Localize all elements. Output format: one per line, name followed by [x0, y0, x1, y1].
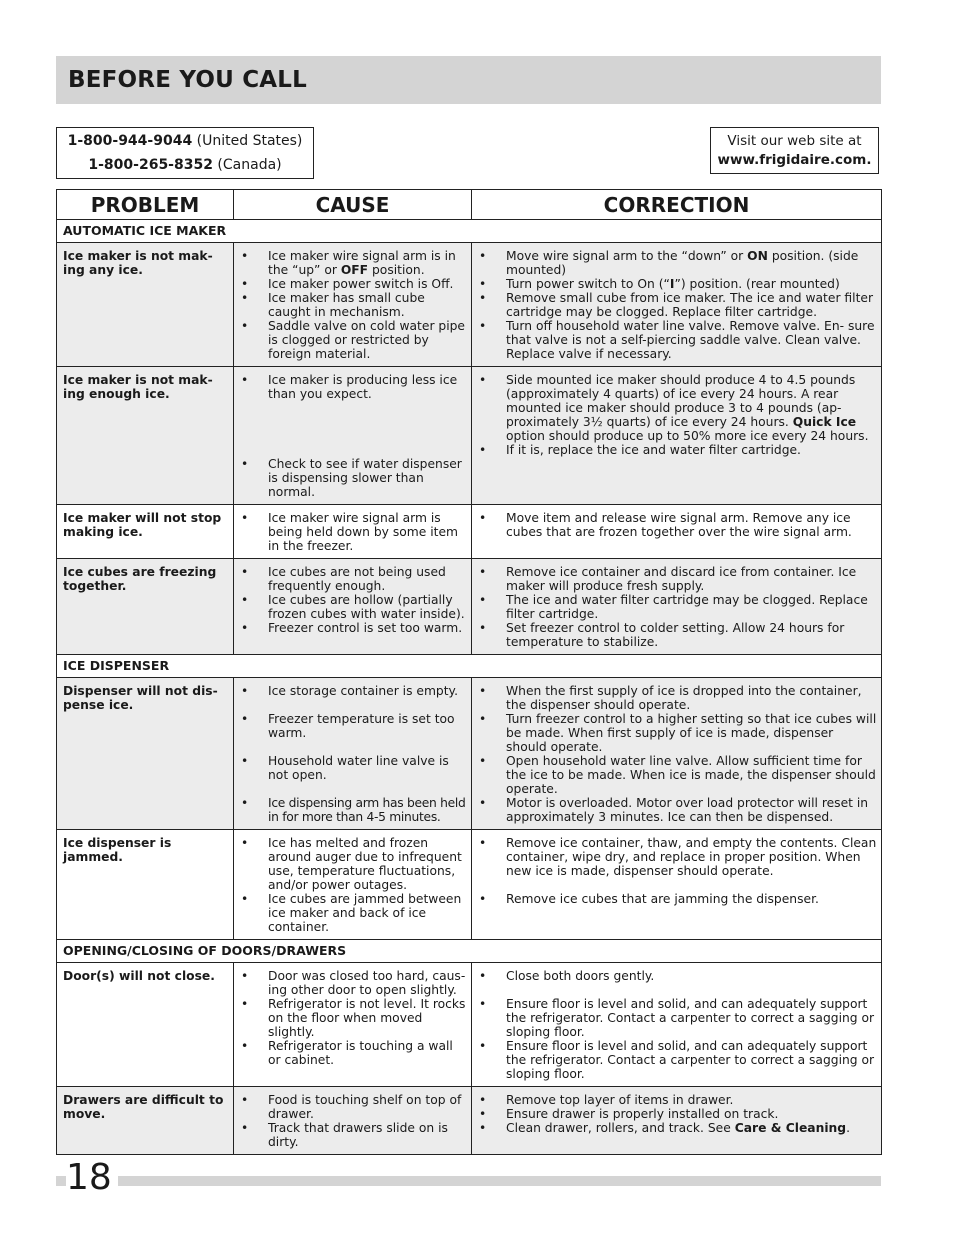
section-title: ICE DISPENSER — [57, 655, 882, 678]
problem-cell: Door(s) will not close. — [57, 963, 234, 1087]
correction-item: • Open household water line valve. Allow sufficient time for the ice to be made. When ice is made, the dispenser should operate. — [476, 754, 877, 796]
correction-item: • Remove ice container and discard ice from container. Ice maker will produce fresh supply. — [476, 565, 877, 593]
section-row — [57, 220, 882, 243]
cause-item: • Ice dispensing arm has been held in for more than 4-5 minutes. — [238, 796, 467, 824]
correction-cell — [472, 367, 882, 505]
problem-cell: Dispenser will not dis- pense ice. — [57, 678, 234, 830]
table-row — [57, 830, 882, 940]
correction-item: • Move wire signal arm to the “down” or ON position. (side mounted) — [476, 249, 877, 277]
cause-item: • Household water line valve is not open. — [238, 754, 467, 782]
problem-cell: Ice maker is not mak- ing enough ice. — [57, 367, 234, 505]
problem-cell: Drawers are difficult to move. — [57, 1087, 234, 1155]
cause-item: • Refrigerator is touching a wall or cabinet. — [238, 1039, 467, 1067]
correction-item: • Remove top layer of items in drawer. — [476, 1093, 877, 1107]
section-title: OPENING/CLOSING OF DOORS/DRAWERS — [57, 940, 882, 963]
correction-cell — [472, 678, 882, 830]
cause-item: • Saddle valve on cold water pipe is clogged or restricted by foreign material. — [238, 319, 467, 361]
phone-us-label: (United States) — [196, 133, 303, 149]
cause-item: • Ice maker wire signal arm is in the “up” or OFF position. — [238, 249, 467, 277]
title-bar — [56, 56, 881, 104]
footer-bar — [56, 1176, 881, 1186]
correction-item: • Motor is overloaded. Motor over load protector will reset in approximately 3 minutes. Ice can then be dispensed. — [476, 796, 877, 824]
table-row — [57, 963, 882, 1087]
cause-item: • Freezer temperature is set too warm. — [238, 712, 467, 740]
cause-item: • Ice cubes are hollow (partially frozen cubes with water inside). — [238, 593, 467, 621]
cause-item: • Ice maker has small cube caught in mechanism. — [238, 291, 467, 319]
table-row — [57, 678, 882, 830]
correction-item: • Remove small cube from ice maker. The ice and water filter cartridge may be clogged. Replace filter cartridge. — [476, 291, 877, 319]
problem-cell: Ice cubes are freezing together. — [57, 559, 234, 655]
correction-item: • Move item and release wire signal arm. Remove any ice cubes that are frozen together over the wire signal arm. — [476, 511, 877, 539]
correction-item: • Close both doors gently. — [476, 969, 877, 983]
correction-item: • Turn power switch to On (“I”) position. (rear mounted) — [476, 277, 877, 291]
correction-item: • Set freezer control to colder setting. Allow 24 hours for temperature to stabilize. — [476, 621, 877, 649]
correction-item: • If it is, replace the ice and water filter cartridge. — [476, 443, 877, 457]
cause-item: • Food is touching shelf on top of drawer. — [238, 1093, 467, 1121]
website-url[interactable]: www.frigidaire.com. — [717, 151, 872, 168]
cause-item: • Ice storage container is empty. — [238, 684, 467, 698]
cause-item: • Door was closed too hard, caus- ing other door to open slightly. — [238, 969, 467, 997]
cause-cell — [234, 505, 472, 559]
cause-cell — [234, 1087, 472, 1155]
cause-item: • Ice has melted and frozen around auger due to infrequent use, temperature fluctuations, and/or power outages. — [238, 836, 467, 892]
phone-ca-label: (Canada) — [217, 157, 282, 173]
website-box — [710, 127, 879, 174]
correction-cell — [472, 243, 882, 367]
cause-cell — [234, 243, 472, 367]
correction-item: • The ice and water filter cartridge may be clogged. Replace filter cartridge. — [476, 593, 877, 621]
cause-cell — [234, 559, 472, 655]
correction-item: • Clean drawer, rollers, and track. See Care & Cleaning. — [476, 1121, 877, 1135]
cause-item: • Ice cubes are not being used frequently enough. — [238, 565, 467, 593]
problem-cell: Ice maker is not mak- ing any ice. — [57, 243, 234, 367]
cause-item: • Ice maker is producing less ice than you expect. — [238, 373, 467, 401]
correction-item: • Ensure floor is level and solid, and can adequately support the refrigerator. Contact a carpenter to correct a sagging or sloping floor. — [476, 1039, 877, 1081]
table-row — [57, 559, 882, 655]
cause-cell — [234, 367, 472, 505]
cause-column-header: CAUSE — [234, 190, 472, 220]
phone-us-line — [68, 129, 303, 153]
cause-item: • Check to see if water dispenser is dispensing slower than normal. — [238, 457, 467, 499]
table-row — [57, 505, 882, 559]
problem-column-header: PROBLEM — [57, 190, 234, 220]
correction-cell — [472, 505, 882, 559]
cause-cell — [234, 963, 472, 1087]
section-row — [57, 940, 882, 963]
phone-us: 1-800-944-9044 — [67, 133, 193, 149]
section-row — [57, 655, 882, 678]
cause-item: • Freezer control is set too warm. — [238, 621, 467, 635]
page-title: BEFORE YOU CALL — [68, 67, 307, 93]
cause-item: • Ice cubes are jammed between ice maker and back of ice container. — [238, 892, 467, 934]
website-intro: Visit our web site at — [727, 132, 862, 149]
cause-item: • Refrigerator is not level. It rocks on the floor when moved slightly. — [238, 997, 467, 1039]
correction-item: • Ensure floor is level and solid, and can adequately support the refrigerator. Contact a carpenter to correct a sagging or sloping floor. — [476, 997, 877, 1039]
correction-cell — [472, 1087, 882, 1155]
problem-cell: Ice dispenser is jammed. — [57, 830, 234, 940]
table-row — [57, 367, 882, 505]
phone-numbers-box — [56, 127, 314, 179]
correction-cell — [472, 830, 882, 940]
section-title: AUTOMATIC ICE MAKER — [57, 220, 882, 243]
correction-item: • Side mounted ice maker should produce 4 to 4.5 pounds (approximately 4 quarts) of ice every 24 hours. A rear mounted ice maker should produce 3 to 4 pounds (ap- proximately 3½ quarts) of ice every 24 hours. Quick Ice option should produce up to 50% more ice every 24 hours. — [476, 373, 877, 443]
page-number: 18 — [66, 1158, 118, 1198]
correction-item: • Ensure drawer is properly installed on track. — [476, 1107, 877, 1121]
cause-cell — [234, 678, 472, 830]
table-row — [57, 1087, 882, 1155]
correction-item: • Remove ice cubes that are jamming the dispenser. — [476, 892, 877, 906]
table-header-row — [57, 190, 882, 220]
cause-item: • Track that drawers slide on is dirty. — [238, 1121, 467, 1149]
correction-item: • Turn freezer control to a higher setting so that ice cubes will be made. When first supply of ice is made, dispenser should operate. — [476, 712, 877, 754]
table-row — [57, 243, 882, 367]
cause-item: • Ice maker wire signal arm is being held down by some item in the freezer. — [238, 511, 467, 553]
cause-item: • Ice maker power switch is Off. — [238, 277, 467, 291]
correction-cell — [472, 963, 882, 1087]
correction-item: • Turn off household water line valve. Remove valve. En- sure that valve is not a self-piercing saddle valve. Clean valve. Replace valve if necessary. — [476, 319, 877, 361]
cause-cell — [234, 830, 472, 940]
problem-cell: Ice maker will not stop making ice. — [57, 505, 234, 559]
phone-ca: 1-800-265-8352 — [88, 157, 213, 173]
correction-column-header: CORRECTION — [472, 190, 882, 220]
phone-ca-line — [88, 153, 281, 177]
correction-cell — [472, 559, 882, 655]
troubleshooting-table — [56, 189, 882, 1155]
correction-item: • When the first supply of ice is dropped into the container, the dispenser should operate. — [476, 684, 877, 712]
correction-item: • Remove ice container, thaw, and empty the contents. Clean container, wipe dry, and replace in proper position. When new ice is made, dispenser should operate. — [476, 836, 877, 878]
